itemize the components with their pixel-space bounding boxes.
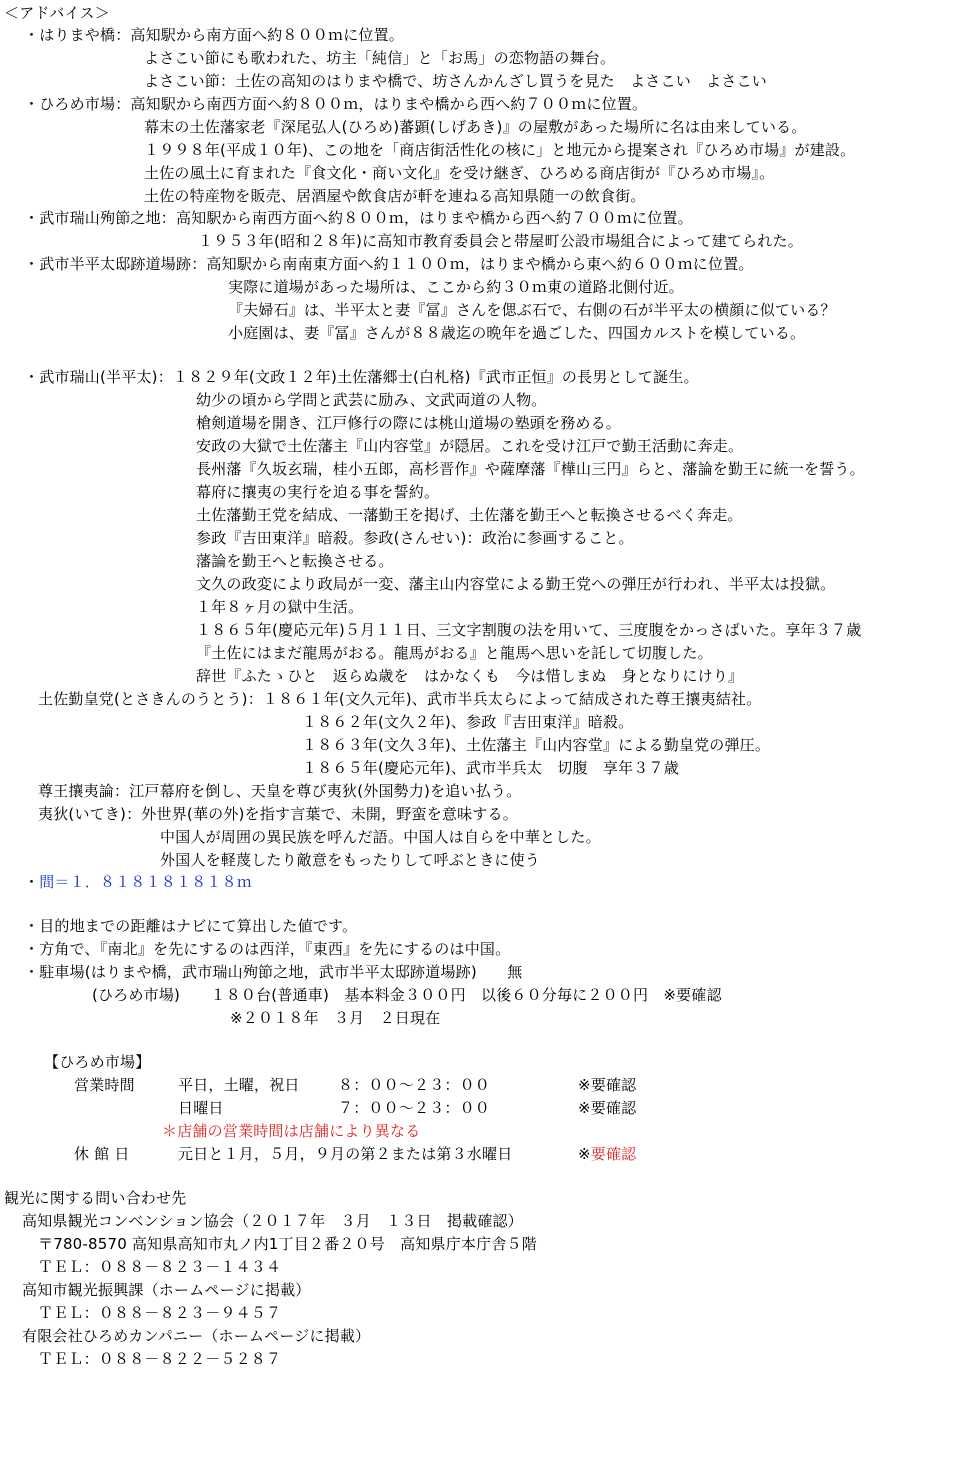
dojo-line-3: 『夫婦石』は、半平太と妻『冨』さんを偲ぶ石で、右側の石が半平太の横顔に似ている？	[228, 301, 836, 319]
iteki-line-1: 夷狄(いてき)：外世界(華の外)を指す言葉で、未開，野蛮を意味する。	[38, 805, 518, 823]
iteki-line-2: 中国人が周囲の異民族を呼んだ語。中国人は自らを中華とした。	[160, 828, 601, 846]
contact-hirome-company-tel: ＴＥＬ：０８８－８２２－５２８７	[38, 1350, 282, 1368]
sonno-line: 尊王攘夷論：江戸幕府を倒し、天皇を尊び夷狄(外国勢力)を追い払う。	[38, 782, 522, 800]
hours-store-note: ＊店舗の営業時間は店舗により異なる	[162, 1122, 421, 1140]
hours-sunday-label: 日曜日	[178, 1099, 224, 1117]
hanpeita-line-6: 幕府に攘夷の実行を迫る事を誓約。	[196, 483, 440, 501]
harimaya-line-1: ・はりまや橋：高知駅から南方面へ約８００ｍに位置。	[24, 26, 405, 44]
ken-line	[24, 871, 252, 893]
contact-city-tel: ＴＥＬ：０８８－８２３－９４５７	[38, 1304, 282, 1322]
hirome-line-3: １９９８年(平成１０年)、この地を「商店街活性化の核に」と地元から提案され『ひろめ市場』が建設。	[144, 141, 856, 159]
note-distance: ・目的地までの距離はナビにて算出した値です。	[24, 917, 358, 935]
hanpeita-line-4: 安政の大獄で土佐藩主『山内容堂』が隠居。これを受け江戸で勤王活動に奔走。	[196, 437, 744, 455]
hours-label: 営業時間	[74, 1076, 135, 1094]
page-heading: ＜アドバイス＞	[4, 4, 110, 22]
note-date: ※２０１８年 ３月 ２日現在	[230, 1009, 441, 1027]
ken-value: 間＝１．８１８１８１８１８ｍ	[39, 873, 253, 891]
hours-closed-confirm-text: 要確認	[590, 1145, 637, 1163]
hanpeita-line-13: 『土佐にはまだ龍馬がおる。龍馬がおる』と龍馬へ思いを託して切腹した。	[196, 644, 713, 662]
contact-hirome-company: 有限会社ひろめカンパニー（ホームページに掲載）	[22, 1327, 371, 1345]
kinnoto-line-4: １８６５年(慶応元年)、武市半兵太 切腹 享年３７歳	[302, 759, 679, 777]
hanpeita-line-1: ・武市瑞山(半平太)：１８２９年(文政１２年)土佐藩郷士(白札格)『武市正恒』の長男として誕生。	[24, 368, 699, 386]
hours-closed-mark: ※	[578, 1145, 591, 1163]
hanpeita-line-9: 藩論を勤王へと転換させる。	[196, 552, 394, 570]
dojo-line-2: 実際に道場があった場所は、ここから約３０ｍ東の道路北側付近。	[228, 278, 684, 296]
note-parking-hirome: (ひろめ市場) １８０台(普通車) 基本料金３００円 以後６０分毎に２００円 ※要確認	[92, 986, 722, 1004]
kinnoto-line-3: １８６３年(文久３年)、土佐藩主『山内容堂』による勤皇党の弾圧。	[302, 736, 771, 754]
hanpeita-line-10: 文久の政変により政局が一変、藩主山内容堂による勤王党への弾圧が行われ、半平太は投獄。	[196, 575, 836, 593]
kinnoto-line-1: 土佐勤皇党(とさきんのうとう)：１８６１年(文久元年)、武市半兵太らによって結成された尊王攘夷結社。	[38, 690, 762, 708]
iteki-line-3: 外国人を軽蔑したり敵意をもったりして呼ぶときに使う	[160, 851, 541, 869]
note-direction: ・方角で、『南北』を先にするのは西洋，『東西』を先にするのは中国。	[24, 940, 511, 958]
hours-weekday-confirm: ※要確認	[578, 1076, 637, 1094]
harimaya-line-3: よさこい節：土佐の高知のはりまや橋で、坊さんかんざし買うを見た よさこい よさこい	[144, 72, 767, 90]
contacts-title: 観光に関する問い合わせ先	[4, 1189, 187, 1207]
contact-association: 高知県観光コンベンション協会（２０１７年 ３月 １３日 掲載確認）	[22, 1212, 523, 1230]
note-parking: ・駐車場(はりまや橋，武市瑞山殉節之地，武市半平太邸跡道場跡) 無	[24, 963, 523, 981]
hours-weekday-time: ８：００～２３：００	[338, 1076, 491, 1094]
hirome-line-5: 土佐の特産物を販売、居酒屋や飲食店が軒を連ねる高知県随一の飲食街。	[144, 187, 646, 205]
hanpeita-line-11: １年８ヶ月の獄中生活。	[196, 598, 364, 616]
hanpeita-line-7: 土佐藩勤王党を結成、一藩勤王を掲げ、土佐藩を勤王へと転換させるべく奔走。	[196, 506, 743, 524]
monument-line-2: １９５３年(昭和２８年)に高知市教育委員会と帯屋町公設市場組合によって建てられた。	[198, 232, 803, 250]
dojo-line-4: 小庭園は、妻『冨』さんが８８歳迄の晩年を過ごした、四国カルストを模している。	[228, 324, 806, 342]
harimaya-line-2: よさこい節にも歌われた、坊主「純信」と「お馬」の恋物語の舞台。	[144, 49, 616, 67]
hours-title: 【ひろめ市場】	[44, 1053, 151, 1071]
hours-closed-confirm	[578, 1143, 636, 1165]
hours-sunday-time: ７：００～２３：００	[338, 1099, 491, 1117]
contact-city: 高知市観光振興課（ホームページに掲載）	[22, 1281, 311, 1299]
hours-sunday-confirm: ※要確認	[578, 1099, 637, 1117]
hanpeita-line-2: 幼少の頃から学問と武芸に励み、文武両道の人物。	[196, 391, 547, 409]
hirome-line-1: ・ひろめ市場：高知駅から南西方面へ約８００ｍ，はりまや橋から西へ約７００ｍに位置。	[24, 95, 648, 113]
hours-weekday-label: 平日，土曜，祝日	[178, 1076, 300, 1094]
monument-line-1: ・武市瑞山殉節之地：高知駅から南西方面へ約８００ｍ，はりまや橋から西へ約７００ｍに位置。	[24, 209, 693, 227]
hanpeita-line-12: １８６５年(慶応元年)５月１１日、三文字割腹の法を用いて、三度腹をかっさばいた。享年３７歳	[196, 621, 862, 639]
hanpeita-line-14: 辞世『ふたゝひと 返らぬ歳を はかなくも 今は惜しまぬ 身となりにけり』	[196, 667, 744, 685]
hanpeita-line-5: 長州藩『久坂玄瑞，桂小五郎，高杉晋作』や薩摩藩『樺山三円』らと、藩論を勤王に統一を誓う。	[196, 460, 865, 478]
hours-closed-label: 休 館 日	[74, 1145, 130, 1163]
dojo-line-1: ・武市半平太邸跡道場跡：高知駅から南南東方面へ約１１００ｍ，はりまや橋から東へ約６００ｍに位置。	[24, 255, 754, 273]
hanpeita-line-3: 槍剣道場を開き、江戸修行の際には桃山道場の塾頭を務める。	[196, 414, 622, 432]
hanpeita-line-8: 参政『吉田東洋』暗殺。参政(さんせい)：政治に参画すること。	[196, 529, 634, 547]
hirome-line-2: 幕末の土佐藩家老『深尾弘人(ひろめ)蕃顕(しげあき)』の屋敷があった場所に名は由来している。	[144, 118, 807, 136]
hours-closed-text: 元日と１月，５月，９月の第２または第３水曜日	[178, 1145, 513, 1163]
kinnoto-line-2: １８６２年(文久２年)、参政『吉田東洋』暗殺。	[302, 713, 634, 731]
ken-bullet: ・	[24, 873, 40, 891]
contact-association-address: 〒780-8570 高知県高知市丸ノ内1丁目２番２０号 高知県庁本庁舎５階	[38, 1235, 537, 1253]
hirome-line-4: 土佐の風土に育まれた『食文化・商い文化』を受け継ぎ、ひろめる商店街が『ひろめ市場』。	[144, 164, 775, 182]
contact-association-tel: ＴＥＬ：０８８－８２３－１４３４	[38, 1258, 282, 1276]
